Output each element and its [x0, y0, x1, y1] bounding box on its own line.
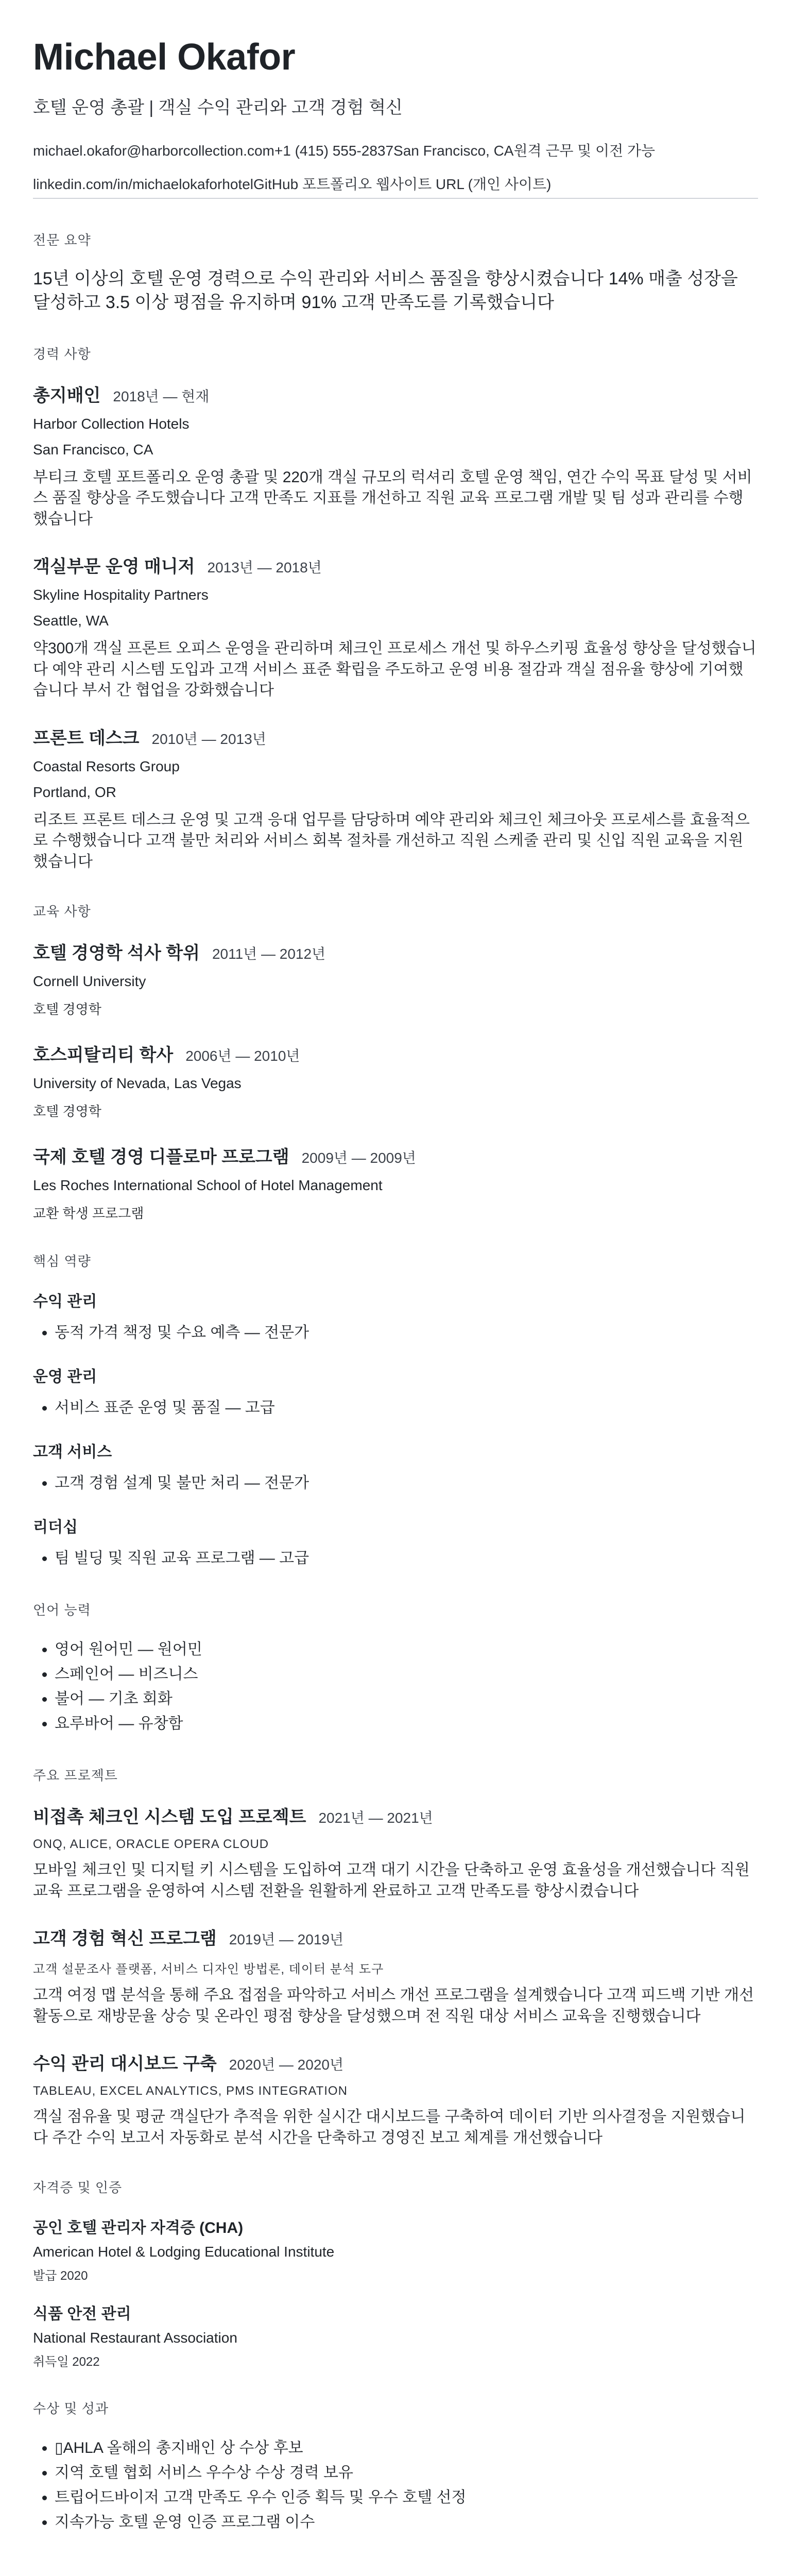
job-description: 리조트 프론트 데스크 운영 및 고객 응대 업무를 담당하며 예약 관리와 체크인 체크아웃 프로세스를 효율적으로 수행했습니다 고객 불만 처리와 서비스 회복 절차를 개선하고 직원 스케줄 관리 및 신입 직원 교육을 지원했습니다 — [33, 811, 750, 870]
job-title: 객실부문 운영 매니저 — [33, 557, 195, 577]
job-dates: 2010년 — 2013년 — [151, 731, 266, 747]
section-title: 주요 프로젝트 — [33, 1768, 118, 1784]
project-entry — [33, 1924, 758, 2027]
section-title: 경력 사항 — [33, 346, 91, 362]
entry-heading — [33, 1143, 758, 1168]
certification-issuer: American Hotel & Lodging Educational Institute — [33, 2244, 335, 2260]
skill-item: • 동적 가격 책정 및 수요 예측 — 전문가 — [55, 1320, 758, 1345]
header-divider — [33, 198, 758, 199]
entry-heading — [33, 552, 758, 578]
job-location: Seattle, WA — [33, 613, 109, 629]
section-title: 전문 요약 — [33, 232, 91, 248]
degree-title: 국제 호텔 경영 디플로마 프로그램 — [33, 1147, 289, 1167]
degree-title: 호텔 경영학 석사 학위 — [33, 943, 200, 963]
contact-github-label[interactable]: GitHub — [253, 176, 299, 192]
entry-heading — [33, 381, 758, 406]
section-title: 자격증 및 인증 — [33, 2180, 123, 2196]
experience-entry — [33, 724, 758, 873]
field-of-study: 호텔 경영학 — [33, 1104, 101, 1120]
education-entry — [33, 1143, 758, 1222]
project-title: 수익 관리 대시보드 구축 — [33, 2054, 217, 2074]
certification-date: 취득일 2022 — [33, 2355, 100, 2369]
school-name: Cornell University — [33, 973, 146, 990]
education-entry — [33, 939, 758, 1018]
project-description: 고객 여정 맵 분석을 통해 주요 접점을 파악하고 서비스 개선 프로그램을 설계했습니다 고객 피드백 기반 개선 활동으로 재방문율 상승 및 온라인 평점 향상을 달성했으며 전 직원 대상 서비스 교육을 진행했습니다 — [33, 1987, 754, 2025]
experience-section — [33, 344, 758, 873]
contact-linkedin-link[interactable]: linkedin.com/in/michaelokaforhotel — [33, 176, 253, 192]
skill-group-title: 수익 관리 — [33, 1293, 97, 1311]
language-item: • 스페인어 — 비즈니스 — [55, 1662, 758, 1687]
skill-item: • 팀 빌딩 및 직원 교육 프로그램 — 고급 — [55, 1546, 758, 1571]
skill-group — [33, 1439, 758, 1496]
field-of-study: 교환 학생 프로그램 — [33, 1206, 144, 1222]
project-title: 비접촉 체크인 시스템 도입 프로젝트 — [33, 1807, 306, 1827]
skill-group-title: 리더십 — [33, 1519, 78, 1536]
summary-text: 15년 이상의 호텔 운영 경력으로 수익 관리와 서비스 품질을 향상시켰습니다 14% 매출 성장을 달성하고 3.5 이상 평점을 유지하며 91% 고객 만족도를 기록했습니다 — [33, 269, 738, 313]
job-description: 부티크 호텔 포트폴리오 운영 총괄 및 220개 객실 규모의 럭셔리 호텔 운영 책임, 연간 수익 목표 달성 및 서비스 품질 향상을 주도했습니다 고객 만족도 지표를 개선하고 직원 교육 프로그램 개발 및 팀 성과 관리를 수행했습니다 — [33, 468, 752, 528]
school-name: University of Nevada, Las Vegas — [33, 1075, 242, 1092]
skill-group — [33, 1289, 758, 1345]
certification-title: 공인 호텔 관리자 자격증 (CHA) — [33, 2219, 244, 2237]
section-title: 언어 능력 — [33, 1602, 91, 1618]
entry-heading — [33, 1803, 758, 1828]
award-list — [33, 2436, 758, 2535]
project-entry — [33, 2049, 758, 2148]
degree-title: 호스피탈리티 학사 — [33, 1045, 174, 1065]
language-item: • 영어 원어민 — 원어민 — [55, 1637, 758, 1662]
skill-list — [33, 1471, 758, 1496]
education-entry — [33, 1041, 758, 1120]
skill-list — [33, 1396, 758, 1420]
contact-portfolio-link[interactable]: 포트폴리오 웹사이트 URL (개인 사이트) — [302, 176, 552, 192]
certification-title: 식품 안전 관리 — [33, 2306, 131, 2323]
job-title: 프론트 데스크 — [33, 728, 140, 748]
project-technologies: ONQ, ALICE, ORACLE OPERA CLOUD — [33, 1837, 269, 1852]
project-description: 객실 점유율 및 평균 객실단가 추적을 위한 실시간 대시보드를 구축하여 데이터 기반 의사결정을 지원했습니다 주간 수익 보고서 자동화로 분석 시간을 단축하고 경영진 보고 체계를 개선했습니다 — [33, 2108, 746, 2146]
experience-entry — [33, 381, 758, 530]
school-name: Les Roches International School of Hotel Management — [33, 1177, 383, 1194]
job-title: 총지배인 — [33, 385, 101, 405]
skill-group-title: 고객 서비스 — [33, 1444, 112, 1461]
language-list — [33, 1637, 758, 1736]
award-item: • 지역 호텔 협회 서비스 우수상 수상 경력 보유 — [55, 2461, 758, 2485]
candidate-name: Michael Okafor — [33, 37, 296, 78]
award-item: • 트립어드바이저 고객 만족도 우수 인증 획득 및 우수 호텔 선정 — [55, 2485, 758, 2510]
skill-item: • 고객 경험 설계 및 불만 처리 — 전문가 — [55, 1471, 758, 1496]
education-dates: 2006년 — 2010년 — [185, 1048, 300, 1064]
field-of-study: 호텔 경영학 — [33, 1002, 101, 1018]
contact-line-secondary — [33, 175, 758, 194]
languages-section — [33, 1600, 758, 1736]
education-dates: 2009년 — 2009년 — [301, 1150, 416, 1166]
job-dates: 2013년 — 2018년 — [207, 560, 322, 576]
projects-section — [33, 1765, 758, 2148]
certification-date: 발급 2020 — [33, 2269, 88, 2283]
language-item: • 요루바어 — 유창함 — [55, 1711, 758, 1736]
contact-phone[interactable]: +1 (415) 555-2837 — [274, 143, 394, 159]
project-dates: 2021년 — 2021년 — [318, 1810, 433, 1826]
job-location: San Francisco, CA — [33, 441, 153, 457]
contact-location: San Francisco, CA — [393, 143, 514, 159]
company-name: Coastal Resorts Group — [33, 758, 180, 774]
language-item: • 불어 — 기초 회화 — [55, 1687, 758, 1711]
section-title: 수상 및 성과 — [33, 2401, 109, 2417]
company-name: Skyline Hospitality Partners — [33, 587, 209, 603]
education-dates: 2011년 — 2012년 — [212, 946, 326, 962]
skill-item: • 서비스 표준 운영 및 품질 — 고급 — [55, 1396, 758, 1420]
section-title: 교육 사항 — [33, 904, 91, 920]
certification-entry — [33, 2301, 758, 2369]
skill-group — [33, 1364, 758, 1420]
contact-line-primary — [33, 142, 758, 160]
skill-list — [33, 1546, 758, 1571]
job-dates: 2018년 — 현재 — [113, 388, 210, 404]
company-name: Harbor Collection Hotels — [33, 415, 190, 432]
skill-group-title: 운영 관리 — [33, 1368, 97, 1386]
awards-section — [33, 2398, 758, 2535]
section-title: 핵심 역량 — [33, 1253, 91, 1269]
summary-section — [33, 230, 758, 315]
project-dates: 2020년 — 2020년 — [229, 2057, 344, 2073]
skill-group — [33, 1514, 758, 1571]
entry-heading — [33, 1924, 758, 1950]
certification-entry — [33, 2215, 758, 2283]
project-technologies: TABLEAU, EXCEL ANALYTICS, PMS INTEGRATION — [33, 2084, 348, 2098]
contact-relocation: 원격 근무 및 이전 가능 — [513, 143, 656, 159]
entry-heading — [33, 939, 758, 964]
headline: 호텔 운영 총괄 | 객실 수익 관리와 고객 경험 혁신 — [33, 98, 403, 118]
entry-heading — [33, 724, 758, 749]
project-dates: 2019년 — 2019년 — [229, 1931, 344, 1948]
contact-email[interactable]: michael.okafor@harborcollection.com — [33, 143, 274, 159]
resume-header — [33, 37, 758, 199]
skills-section — [33, 1251, 758, 1571]
project-technologies: 고객 설문조사 플랫폼, 서비스 디자인 방법론, 데이터 분석 도구 — [33, 1962, 384, 1977]
experience-entry — [33, 552, 758, 701]
certifications-section — [33, 2177, 758, 2369]
project-title: 고객 경험 혁신 프로그램 — [33, 1929, 217, 1949]
skill-list — [33, 1320, 758, 1345]
project-description: 모바일 체크인 및 디지털 키 시스템을 도입하여 고객 대기 시간을 단축하고 운영 효율성을 개선했습니다 직원 교육 프로그램을 운영하여 시스템 전환을 원활하게 완료하고 고객 만족도를 향상시켰습니다 — [33, 1861, 750, 1900]
education-section — [33, 901, 758, 1222]
job-location: Portland, OR — [33, 784, 116, 800]
entry-heading — [33, 1041, 758, 1066]
entry-heading — [33, 2049, 758, 2075]
certification-issuer: National Restaurant Association — [33, 2330, 237, 2346]
award-item: • ▯AHLA 올해의 총지배인 상 수상 후보 — [55, 2436, 758, 2461]
project-entry — [33, 1803, 758, 1902]
job-description: 약300개 객실 프론트 오피스 운영을 관리하며 체크인 프로세스 개선 및 하우스키핑 효율성 향상을 달성했습니다 예약 관리 시스템 도입과 고객 서비스 표준 확립을 주도하고 운영 비용 절감과 객실 점유율 향상에 기여했습니다 부서 간 협업을 강화했습니다 — [33, 640, 756, 699]
award-item: • 지속가능 호텔 운영 인증 프로그램 이수 — [55, 2510, 758, 2535]
